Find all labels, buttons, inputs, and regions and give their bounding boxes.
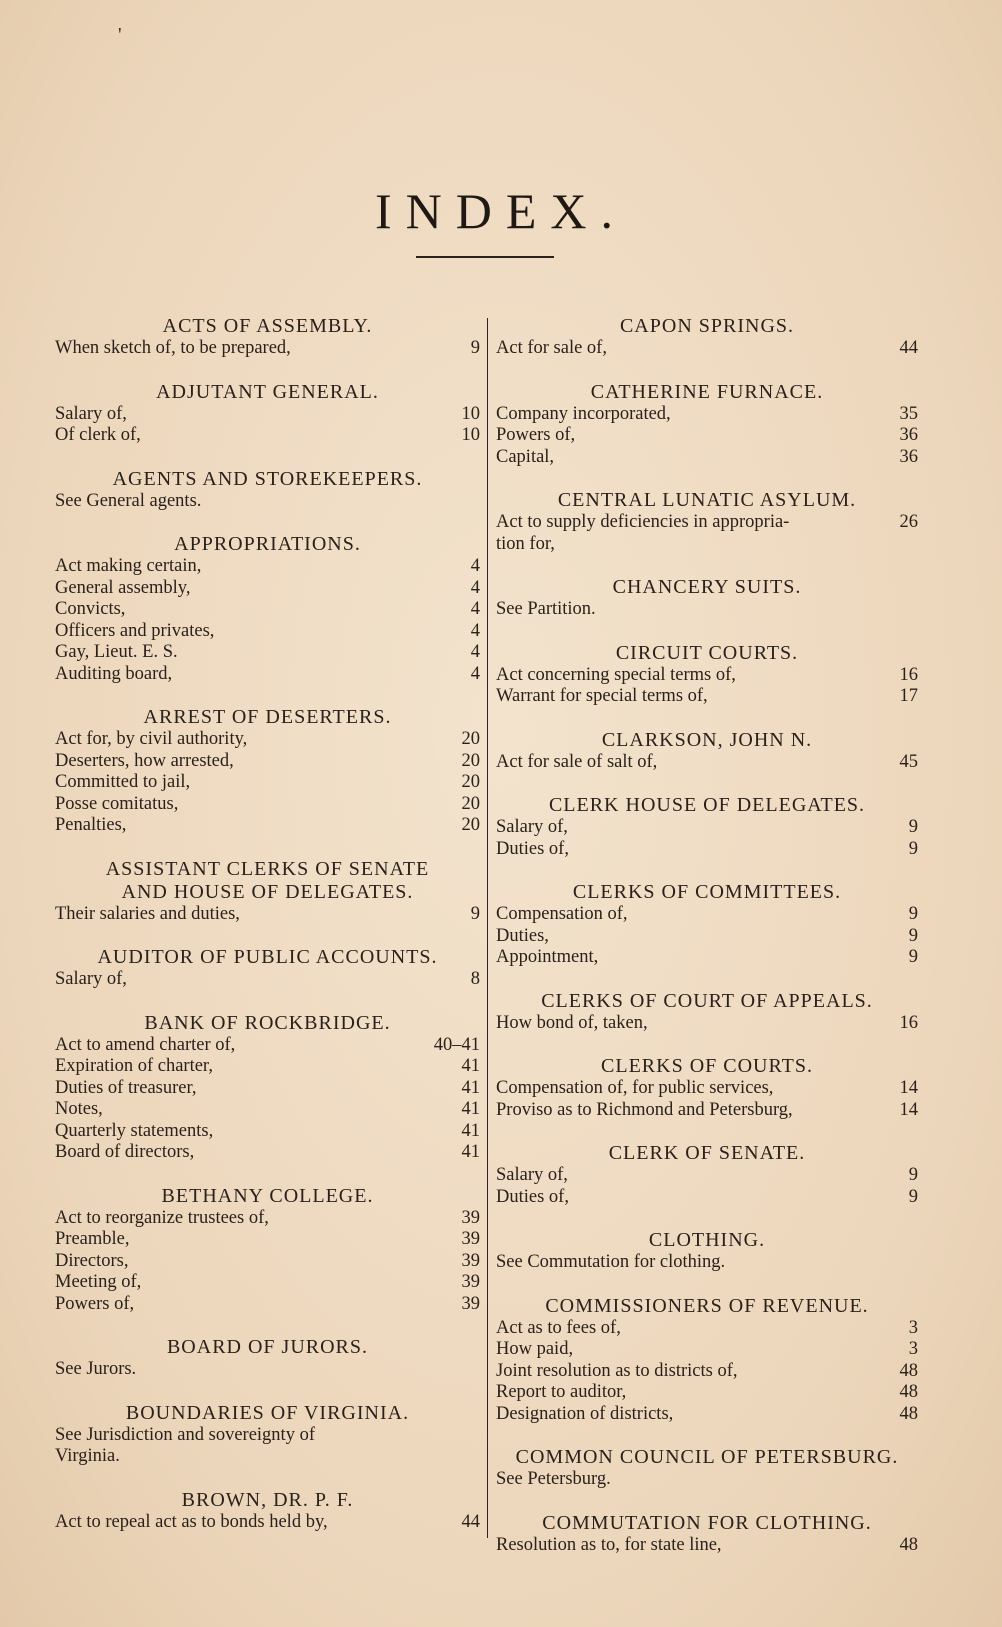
index-entry: [496, 1013, 918, 1035]
index-entry: [496, 1100, 918, 1122]
entry-page-number: 39: [461, 1272, 480, 1292]
entry-text: Appointment,: [496, 947, 599, 967]
page-title: INDEX.: [374, 182, 628, 239]
entry-page-number: [888, 1469, 918, 1491]
index-entry: [55, 969, 480, 991]
index-section: [496, 990, 918, 1035]
index-entry: [55, 1099, 480, 1121]
entry-page-number: 3: [908, 1339, 918, 1359]
entry-page-number: 20: [461, 815, 480, 835]
index-entry: [55, 425, 480, 447]
entry-page-number: 9: [908, 838, 918, 859]
entry-text: Act for sale of salt of,: [496, 751, 658, 772]
section-heading: ADJUTANT GENERAL.: [156, 380, 379, 403]
entry-page-number: 9: [908, 904, 918, 924]
index-entry: [55, 904, 480, 926]
index-entry: [55, 642, 480, 664]
entry-page-number: 26: [899, 512, 918, 532]
entry-text: How bond of, taken,: [496, 1012, 648, 1033]
index-entry: [55, 1251, 480, 1273]
index-section: [55, 1185, 480, 1316]
section-heading: ACTS OF ASSEMBLY.: [162, 315, 373, 337]
entry-page-number: 14: [899, 1078, 918, 1098]
entry-text: Board of directors,: [55, 1142, 195, 1162]
entry-page-number: 35: [899, 403, 918, 424]
entry-text: Act making certain,: [55, 556, 202, 576]
entry-page-number: 41: [461, 1077, 480, 1098]
entry-text: Act as to fees of,: [496, 1317, 621, 1338]
index-entry: [55, 1294, 480, 1316]
entry-page-number: 44: [899, 338, 918, 358]
entry-text: Officers and privates,: [55, 620, 215, 641]
index-entry: [496, 839, 918, 861]
index-entry: [496, 947, 918, 969]
entry-page-number: 4: [470, 663, 480, 684]
entry-text: Gay, Lieut. E. S.: [55, 642, 178, 662]
section-heading: AGENTS AND STOREKEEPERS.: [112, 467, 423, 490]
entry-page-number: 41: [461, 1099, 480, 1119]
index-entry: [55, 1056, 480, 1078]
entry-text: Auditing board,: [55, 663, 173, 684]
entry-page-number: 9: [908, 925, 918, 946]
entry-text: Warrant for special terms of,: [496, 686, 708, 706]
entry-text: Act concerning special terms of,: [496, 664, 736, 685]
section-heading: CAPON SPRINGS.: [619, 315, 795, 337]
entry-text: Duties of,: [496, 838, 569, 859]
title-rule: [416, 256, 554, 258]
section-heading: BANK OF ROCKBRIDGE.: [144, 1011, 391, 1034]
entry-page-number: 45: [899, 751, 918, 772]
index-entry: [496, 1339, 918, 1361]
entry-page-number: 10: [461, 425, 480, 445]
index-section: [55, 1489, 480, 1534]
index-section: [55, 1012, 480, 1164]
entry-text: Designation of districts,: [496, 1403, 674, 1424]
entry-page-number: 48: [899, 1382, 918, 1402]
index-entry: [55, 491, 480, 513]
entry-text: See General agents.: [55, 490, 202, 511]
index-entry: [55, 599, 480, 621]
index-entry: [55, 1272, 480, 1294]
index-section: [55, 706, 480, 837]
index-section: [55, 381, 480, 447]
index-section: [55, 533, 480, 685]
entry-text: Duties of,: [496, 1186, 569, 1207]
index-entry: [55, 751, 480, 773]
entry-text: Expiration of charter,: [55, 1056, 213, 1076]
entry-text: Compensation of, for public services,: [496, 1078, 774, 1098]
index-section: [496, 576, 918, 621]
entry-text: See Commutation for clothing.: [496, 1252, 726, 1272]
section-heading: CLOTHING.: [648, 1229, 766, 1251]
index-section: [55, 468, 480, 513]
right-column: [496, 315, 918, 1577]
entry-text: Act to reorganize trustees of,: [55, 1207, 269, 1228]
section-heading: CENTRAL LUNATIC ASYLUM.: [557, 489, 857, 511]
entry-text: Duties,: [496, 925, 549, 946]
index-entry: [55, 794, 480, 816]
section-heading: BOARD OF JURORS.: [166, 1336, 369, 1358]
index-entry: [55, 1035, 480, 1057]
index-entry: [496, 686, 918, 708]
entry-text: Act to repeal act as to bonds held by,: [55, 1511, 328, 1532]
index-entry: [55, 1425, 480, 1468]
section-heading: CLERK OF SENATE.: [608, 1142, 806, 1164]
entry-text: See Jurors.: [55, 1359, 137, 1379]
index-section: [496, 1446, 918, 1491]
entry-page-number: 9: [470, 338, 480, 358]
index-entry: [55, 1512, 480, 1534]
section-heading: CLERK HOUSE OF DELEGATES.: [548, 794, 866, 816]
index-entry: [496, 1187, 918, 1209]
entry-text: Salary of,: [55, 403, 127, 424]
entry-page-number: [888, 599, 918, 621]
entry-text: General assembly,: [55, 577, 191, 598]
index-entry: [496, 904, 918, 926]
corner-mark: ': [118, 24, 122, 46]
index-entry: [496, 599, 918, 621]
index-entry: [496, 1382, 918, 1404]
index-entry: [496, 1165, 918, 1187]
section-heading: BETHANY COLLEGE.: [161, 1184, 374, 1207]
entry-text: Powers of,: [55, 1293, 135, 1314]
index-entry: [55, 556, 480, 578]
section-heading: COMMUTATION FOR CLOTHING.: [542, 1511, 872, 1534]
index-section: [496, 1142, 918, 1208]
entry-page-number: 48: [899, 1403, 918, 1424]
entry-page-number: 16: [899, 1012, 918, 1033]
index-entry: [55, 729, 480, 751]
section-heading: BROWN, DR. P. F.: [181, 1488, 354, 1511]
index-entry: [496, 1535, 918, 1557]
entry-page-number: 20: [461, 729, 480, 749]
entry-text: See Partition.: [496, 599, 596, 619]
entry-page-number: 16: [899, 664, 918, 685]
index-entry: [496, 338, 918, 360]
index-entry: [496, 1318, 918, 1340]
entry-page-number: 4: [470, 556, 480, 576]
entry-text: Duties of treasurer,: [55, 1077, 197, 1098]
section-heading: AUDITOR OF PUBLIC ACCOUNTS.: [97, 946, 438, 968]
entry-text: Act for sale of,: [496, 338, 607, 358]
entry-text: Posse comitatus,: [55, 793, 179, 814]
section-heading: CIRCUIT COURTS.: [615, 641, 799, 664]
section-heading: CLERKS OF COURTS.: [601, 1055, 813, 1077]
entry-text: Meeting of,: [55, 1272, 142, 1292]
entry-text: Joint resolution as to districts of,: [496, 1360, 738, 1381]
entry-page-number: 10: [461, 403, 480, 424]
entry-page-number: 4: [470, 577, 480, 598]
index-section: [496, 1512, 918, 1557]
entry-page-number: [450, 1425, 480, 1468]
index-entry: [55, 338, 480, 360]
entry-page-number: [888, 1252, 918, 1274]
index-entry: [55, 664, 480, 686]
index-entry: [496, 926, 918, 948]
index-section: [496, 729, 918, 774]
entry-page-number: 39: [461, 1250, 480, 1271]
entry-page-number: 9: [908, 817, 918, 837]
entry-text: When sketch of, to be prepared,: [55, 338, 291, 358]
index-section: [496, 1295, 918, 1426]
section-heading: COMMON COUNCIL OF PETERSBURG.: [515, 1446, 899, 1468]
section-heading: ARREST OF DESERTERS.: [143, 706, 392, 728]
index-entry: [496, 1078, 918, 1100]
index-section: [55, 1336, 480, 1381]
index-entry: [55, 1229, 480, 1251]
entry-page-number: 48: [899, 1534, 918, 1555]
index-section: [55, 1402, 480, 1468]
entry-page-number: 4: [470, 620, 480, 641]
index-entry: [55, 621, 480, 643]
entry-text: How paid,: [496, 1339, 574, 1359]
entry-page-number: 41: [461, 1120, 480, 1141]
index-section: [496, 881, 918, 969]
entry-text: Compensation of,: [496, 904, 628, 924]
entry-page-number: 41: [461, 1142, 480, 1162]
entry-text: Committed to jail,: [55, 772, 191, 792]
index-entry: [496, 404, 918, 426]
entry-text: Act for, by civil authority,: [55, 729, 248, 749]
entry-text: Proviso as to Richmond and Petersburg,: [496, 1099, 793, 1120]
entry-text: Report to auditor,: [496, 1382, 627, 1402]
entry-page-number: 20: [461, 793, 480, 814]
entry-page-number: 3: [908, 1317, 918, 1338]
entry-page-number: 48: [899, 1360, 918, 1381]
entry-text: Salary of,: [496, 1165, 568, 1185]
entry-text: Powers of,: [496, 425, 576, 445]
section-heading: CLERKS OF COMMITTEES.: [572, 881, 842, 903]
entry-page-number: 39: [461, 1293, 480, 1314]
index-section: [496, 642, 918, 708]
index-entry: [55, 1121, 480, 1143]
entry-text: Capital,: [496, 446, 555, 467]
index-section: [496, 315, 918, 360]
section-heading: CHANCERY SUITS.: [612, 576, 802, 598]
entry-text: See Jurisdiction and sovereignty of Virginia.: [55, 1424, 315, 1466]
index-entry: [496, 425, 918, 447]
section-heading: ASSISTANT CLERKS OF SENATE AND HOUSE OF DELEGATES.: [105, 857, 430, 903]
entry-text: Resolution as to, for state line,: [496, 1534, 722, 1555]
entry-page-number: 39: [461, 1229, 480, 1249]
entry-page-number: 14: [899, 1099, 918, 1120]
entry-text: Salary of,: [55, 969, 127, 989]
entry-page-number: 39: [461, 1207, 480, 1228]
index-entry: [55, 578, 480, 600]
section-heading: CLARKSON, JOHN N.: [601, 728, 813, 751]
entry-text: Company incorporated,: [496, 403, 671, 424]
entry-text: Salary of,: [496, 817, 568, 837]
entry-text: Deserters, how arrested,: [55, 750, 234, 771]
entry-page-number: 9: [908, 947, 918, 967]
entry-page-number: 4: [470, 642, 480, 662]
index-entry: [496, 752, 918, 774]
index-section: [55, 315, 480, 360]
index-entry: [55, 404, 480, 426]
entry-text: Act to supply deficiencies in appropria- tion for,: [496, 512, 790, 554]
entry-page-number: 8: [470, 969, 480, 989]
index-entry: [496, 1252, 918, 1274]
index-section: [496, 381, 918, 469]
entry-page-number: [450, 1359, 480, 1381]
section-heading: APPROPRIATIONS.: [174, 533, 361, 555]
index-entry: [55, 1208, 480, 1230]
entry-text: See Petersburg.: [496, 1469, 611, 1489]
index-entry: [496, 512, 918, 555]
entry-page-number: [450, 491, 480, 513]
section-heading: CLERKS OF COURT OF APPEALS.: [541, 989, 873, 1012]
entry-page-number: 9: [908, 1165, 918, 1185]
index-section: [496, 1055, 918, 1121]
index-entry: [496, 1361, 918, 1383]
entry-page-number: 17: [899, 686, 918, 706]
entry-page-number: 41: [461, 1056, 480, 1076]
entry-page-number: 40–41: [433, 1034, 480, 1055]
column-divider: [487, 318, 488, 1538]
entry-page-number: 36: [899, 425, 918, 445]
entry-page-number: 36: [899, 446, 918, 467]
index-section: [55, 858, 480, 926]
index-entry: [496, 665, 918, 687]
entry-page-number: 4: [470, 599, 480, 619]
left-column: [55, 315, 480, 1554]
entry-text: Act to amend charter of,: [55, 1034, 236, 1055]
index-section: [496, 489, 918, 555]
entry-page-number: 44: [461, 1511, 480, 1532]
index-entry: [496, 447, 918, 469]
index-entry: [55, 1078, 480, 1100]
entry-page-number: 20: [461, 772, 480, 792]
entry-text: Preamble,: [55, 1229, 130, 1249]
entry-text: Directors,: [55, 1250, 129, 1271]
entry-text: Notes,: [55, 1099, 103, 1119]
section-heading: BOUNDARIES OF VIRGINIA.: [125, 1401, 410, 1424]
entry-text: Their salaries and duties,: [55, 903, 240, 924]
index-entry: [496, 817, 918, 839]
entry-text: Of clerk of,: [55, 425, 141, 445]
index-entry: [496, 1469, 918, 1491]
index-section: [55, 946, 480, 991]
entry-text: Convicts,: [55, 599, 126, 619]
index-section: [496, 794, 918, 860]
entry-text: Quarterly statements,: [55, 1120, 214, 1141]
entry-text: Penalties,: [55, 815, 127, 835]
section-heading: COMMISSIONERS OF REVENUE.: [545, 1294, 869, 1317]
section-heading: CATHERINE FURNACE.: [590, 380, 824, 403]
index-entry: [55, 1142, 480, 1164]
index-entry: [496, 1404, 918, 1426]
entry-page-number: 20: [461, 750, 480, 771]
index-entry: [55, 1359, 480, 1381]
index-entry: [55, 772, 480, 794]
entry-page-number: 9: [908, 1186, 918, 1207]
entry-page-number: 9: [470, 903, 480, 924]
index-section: [496, 1229, 918, 1274]
index-entry: [55, 815, 480, 837]
